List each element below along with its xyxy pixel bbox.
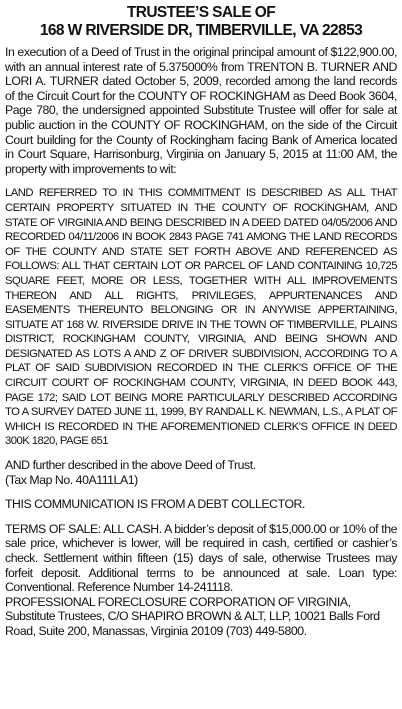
further-described-line: AND further described in the above Deed of Trust.: [5, 458, 256, 473]
trustee-sale-notice: [5, 4, 397, 639]
legal-description-paragraph: LAND REFERRED TO IN THIS COMMITMENT IS DESCRIBED AS ALL THAT CERTAIN PROPERTY SITUATED IN THE COUNTY OF ROCKINGHAM, AND STATE OF VIRGINIA AND BEING DESCRIBED IN A DEED DATED 04/05/2006 AND RECORDED 04/11/2006 IN BOOK 2843 PAGE 741 AMONG THE LAND RECORDS OF THE COUNTY AND STATE SET FORTH ABOVE AND REFERENCED AS FOLLOWS: ALL THAT CERTAIN LOT OR PARCEL OF LAND CONTAINING 10,725 SQUARE FEET, MORE OR LESS, TOGETHER WITH ALL IMPROVEMENTS THEREON AND ALL RIGHTS, PRIVILEGES, APPURTENANCES AND EASEMENTS THEREUNTO BELONGING OR IN ANYWISE APPERTAINING, SITUATE AT 168 W. RIVERSIDE DRIVE IN THE TOWN OF TIMBERVILLE, PLAINS DISTRICT, ROCKINGHAM COUNTY, VIRGINIA, AND BEING SHOWN AND DESIGNATED AS LOTS A AND Z OF DRIVER SUBDIVISION, ACCORDING TO A PLAT OF SAID SUBDIVISION RECORDED IN THE CLERK’S OFFICE OF THE CIRCUIT COURT OF ROCKINGHAM COUNTY, VIRGINIA, IN DEED BOOK 443, PAGE 172; SAID LOT BEING MORE PARTICULARLY DESCRIBED ACCORDING TO A SURVEY DATED JUNE 11, 1999, BY RANDALL K. NEWMAN, L.S., A PLAT OF WHICH IS RECORDED IN THE AFOREMENTIONED CLERK’S OFFICE IN DEED 300K 1820, PAGE 651: [5, 187, 397, 448]
terms-of-sale-paragraph: TERMS OF SALE: ALL CASH. A bidder’s deposit of $15,000.00 or 10% of the sale price, whichever is lower, will be required in cash, certified or cashier’s check. Settlement within fifteen (15) days of sale, otherwise Trustees may forfeit deposit. Additional terms to be announced at sale. Loan type: Conventional. Reference Number 14-241118.: [5, 521, 397, 595]
title-line-1: TRUSTEE’S SALE OF: [126, 4, 276, 21]
title-line-2-property-address: 168 W RIVERSIDE DR, TIMBERVILLE, VA 22853: [39, 22, 363, 39]
tax-map-line: (Tax Map No. 40A111LA1): [5, 472, 138, 487]
intro-paragraph: In execution of a Deed of Trust in the original principal amount of $122,900.00, with an annual interest rate of 5.375000% from TRENTON B. TURNER AND LORI A. TURNER dated October 5, 2009, recorded among the land records of the Circuit Court for the COUNTY OF ROCKINGHAM as Deed Book 3604, Page 780, the undersigned appointed Substitute Trustee will offer for sale at public auction in the COUNTY OF ROCKINGHAM, on the side of the Circuit Court building for the County of Rockingham facing Bank of America located in Court Square, Harrisonburg, Virginia on January 5, 2015 at 11:00 AM, the property with improvements to wit:: [5, 45, 397, 176]
trustee-contact-paragraph: PROFESSIONAL FORECLOSURE CORPORATION OF VIRGINIA, Substitute Trustees, C/O SHAPIRO BROWN & ALT, LLP, 10021 Balls Ford Road, Suite 200, Manassas, Virginia 20109 (703) 449-5800.: [5, 594, 380, 638]
notice-title: [5, 4, 397, 40]
debt-collector-notice: THIS COMMUNICATION IS FROM A DEBT COLLECTOR.: [5, 497, 305, 512]
